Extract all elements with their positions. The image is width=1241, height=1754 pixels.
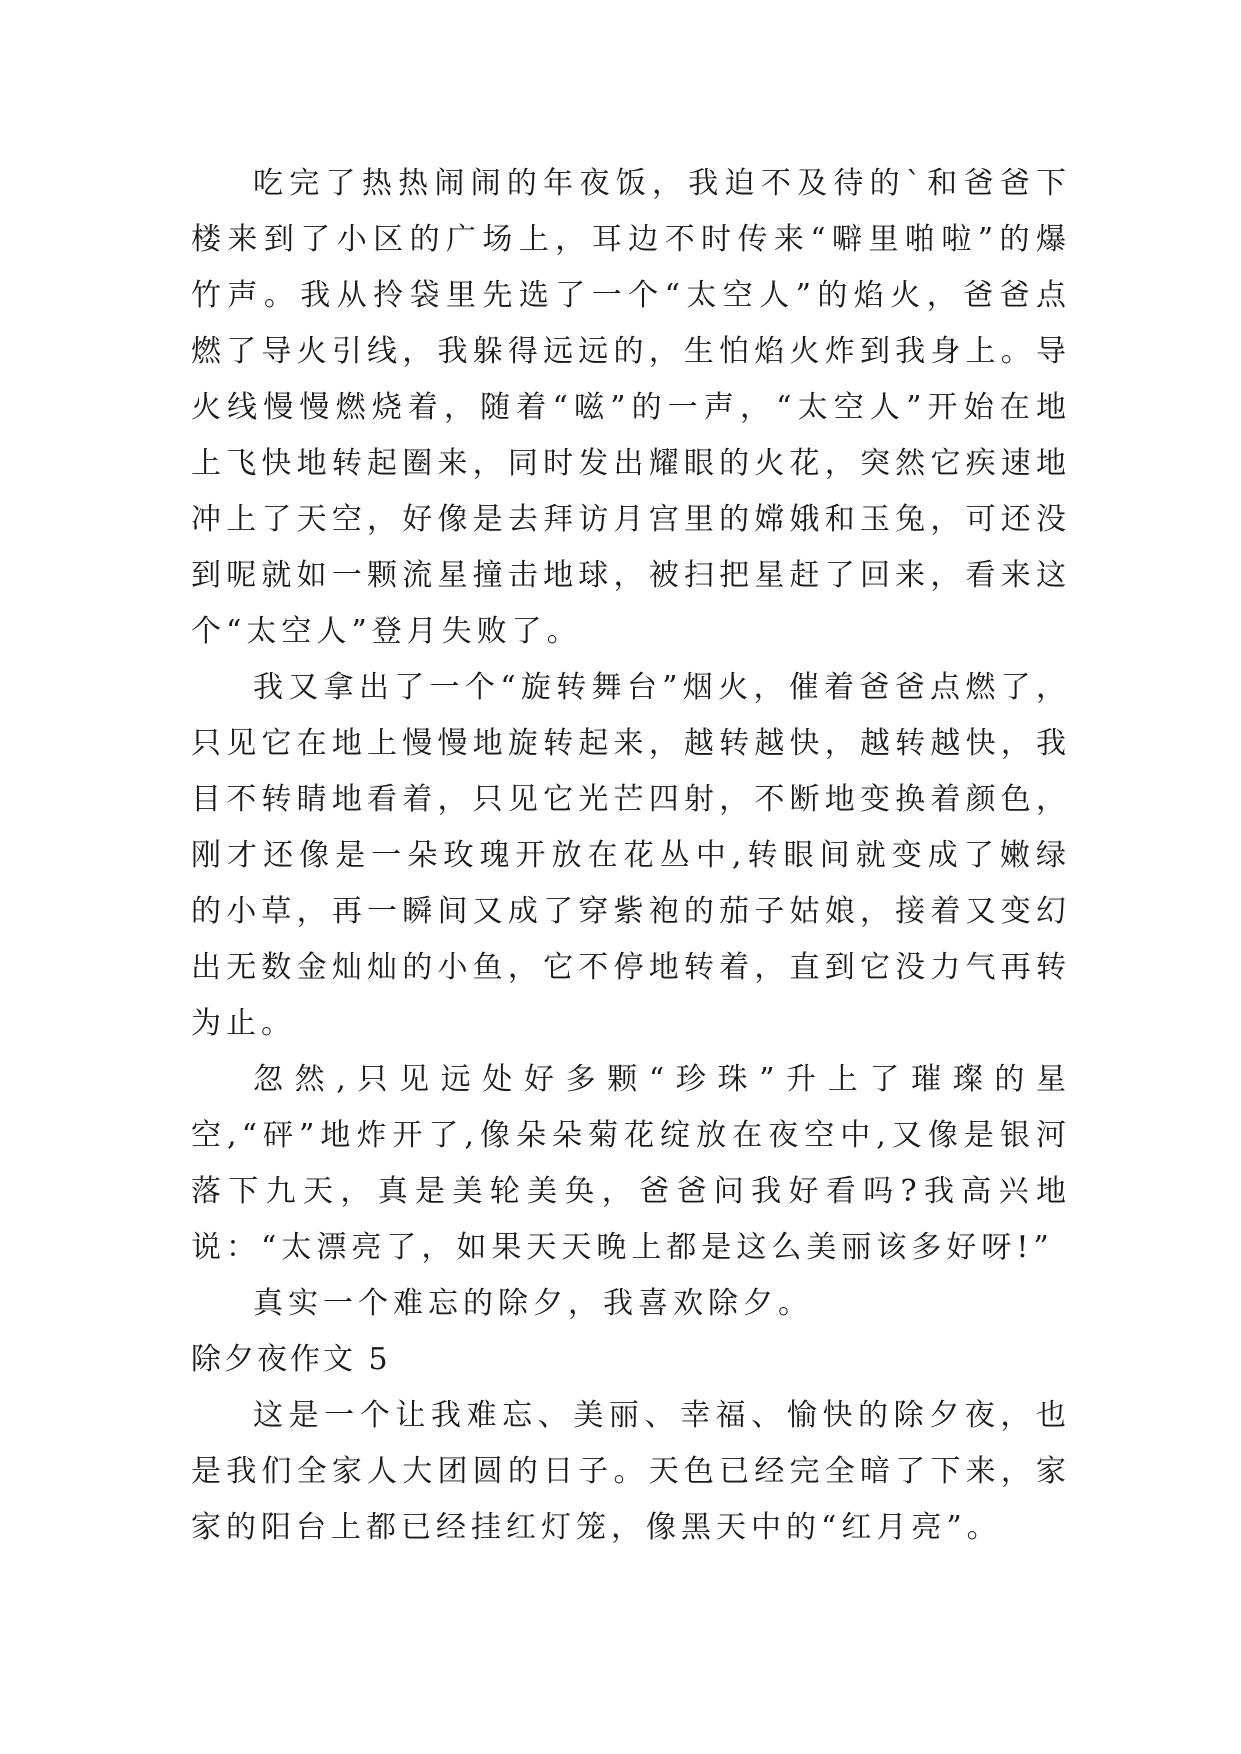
paragraph-essay5-intro: 这是一个让我难忘、美丽、幸福、愉快的除夕夜，也是我们全家人大团圆的日子。天色已经完全暗了下来，家家的阳台上都已经挂红灯笼，像黑天中的“红月亮”。 bbox=[191, 1398, 1071, 1545]
paragraph-pearls-sky: 忽然,只见远处好多颗“珍珠”升上了璀璨的星空,“砰”地炸开了,像朵朵菊花绽放在夜空中,又像是银河落下九天，真是美轮美奂，爸爸问我好看吗?我高兴地说：“太漂亮了，如果天天晚上都是这么美丽该多好呀!” bbox=[191, 1062, 1071, 1265]
paragraph-first-firework: 吃完了热热闹闹的年夜饭，我迫不及待的`和爸爸下楼来到了小区的广场上，耳边不时传来“噼里啪啦”的爆竹声。我从拎袋里先选了一个“太空人”的焰火，爸爸点燃了导火引线，我躲得远远的，生怕焰火炸到我身上。导火线慢慢燃烧着，随着“嗞”的一声，“太空人”开始在地上飞快地转起圈来，同时发出耀眼的火花，突然它疾速地冲上了天空，好像是去拜访月宫里的嫦娥和玉兔，可还没到呢就如一颗流星撞击地球，被扫把星赶了回来，看来这个“太空人”登月失败了。 bbox=[191, 166, 1071, 649]
paragraph-conclusion: 真实一个难忘的除夕，我喜欢除夕。 bbox=[253, 1286, 813, 1321]
section-heading: 除夕夜作文 5 bbox=[191, 1342, 391, 1377]
document-body bbox=[191, 156, 1071, 1556]
paragraph-rotating-stage: 我又拿出了一个“旋转舞台”烟火，催着爸爸点燃了，只见它在地上慢慢地旋转起来，越转越快，越转越快，我目不转睛地看着，只见它光芒四射，不断地变换着颜色，刚才还像是一朵玫瑰开放在花丛中,转眼间就变成了嫩绿的小草，再一瞬间又成了穿紫袍的茄子姑娘，接着又变幻出无数金灿灿的小鱼，它不停地转着，直到它没力气再转为止。 bbox=[191, 670, 1071, 1041]
